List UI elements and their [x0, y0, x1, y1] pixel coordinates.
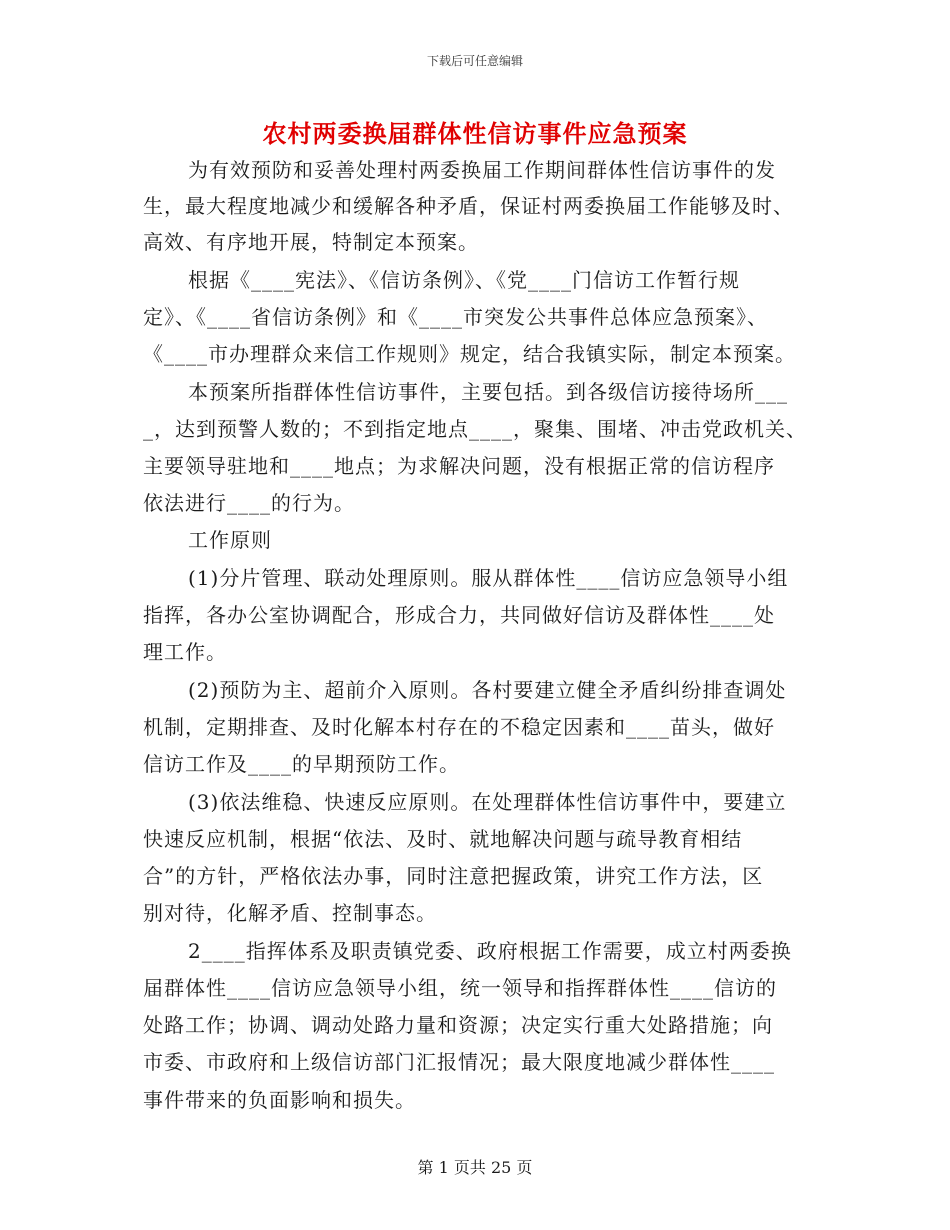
body-line: 《____市办理群众来信工作规则》规定，结合我镇实际，制定本预案。: [143, 342, 796, 366]
body-line: 高效、有序地开展，特制定本预案。: [143, 230, 479, 254]
header-note: 下载后可任意编辑: [426, 54, 523, 68]
document-title: 农村两委换届群体性信访事件应急预案: [262, 120, 688, 148]
body-line: 生，最大程度地减少和缓解各种矛盾，保证村两委换届工作能够及时、: [143, 194, 794, 218]
body-line: (3)依法维稳、快速反应原则。在处理群体性信访事件中，要建立: [188, 790, 787, 814]
body-line: 为有效预防和妥善处理村两委换届工作期间群体性信访事件的发: [188, 158, 776, 182]
body-line: 定》、《____省信访条例》和《____市突发公共事件总体应急预案》、: [143, 305, 768, 329]
body-line: 2____指挥体系及职责镇党委、政府根据工作需要，成立村两委换: [188, 939, 792, 963]
page-number: 第 1 页共 25 页: [417, 1158, 533, 1177]
body-line: 依法进行____的行为。: [143, 491, 355, 515]
section-heading: 工作原则: [188, 528, 272, 552]
body-line: 届群体性____信访应急领导小组，统一领导和指挥群体性____信访的: [143, 976, 777, 1000]
body-line: 机制，定期排查、及时化解本村存在的不稳定因素和____苗头，做好: [143, 715, 775, 739]
body-line: 理工作。: [143, 640, 227, 664]
body-line: (2)预防为主、超前介入原则。各村要建立健全矛盾纠纷排查调处: [188, 678, 787, 702]
body-line: 信访工作及____的早期预防工作。: [143, 752, 460, 776]
body-line: 别对待，化解矛盾、控制事态。: [143, 901, 437, 925]
body-line: 主要领导驻地和____地点；为求解决问题，没有根据正常的信访程序: [143, 454, 775, 478]
body-line: 市委、市政府和上级信访部门汇报情况；最大限度地减少群体性____: [143, 1050, 775, 1074]
body-line: 事件带来的负面影响和损失。: [143, 1088, 416, 1112]
body-line: 快速反应机制，根据“依法、及时、就地解决问题与疏导教育相结: [143, 827, 743, 851]
body-line: 处路工作；协调、调动处路力量和资源；决定实行重大处路措施；向: [143, 1013, 773, 1037]
body-line: 本预案所指群体性信访事件，主要包括。到各级信访接待场所___: [188, 380, 788, 404]
body-line: 根据《____宪法》、《信访条例》、《党____门信访工作暂行规: [188, 268, 740, 292]
body-line: 指挥，各办公室协调配合，形成合力，共同做好信访及群体性____处: [143, 603, 775, 627]
body-line: _，达到预警人数的；不到指定地点____，聚集、围堵、冲击党政机关、: [143, 417, 807, 441]
body-line: (1)分片管理、联动处理原则。服从群体性____信访应急领导小组: [188, 566, 789, 590]
body-line: 合”的方针，严格依法办事，同时注意把握政策，讲究工作方法，区: [143, 864, 764, 888]
